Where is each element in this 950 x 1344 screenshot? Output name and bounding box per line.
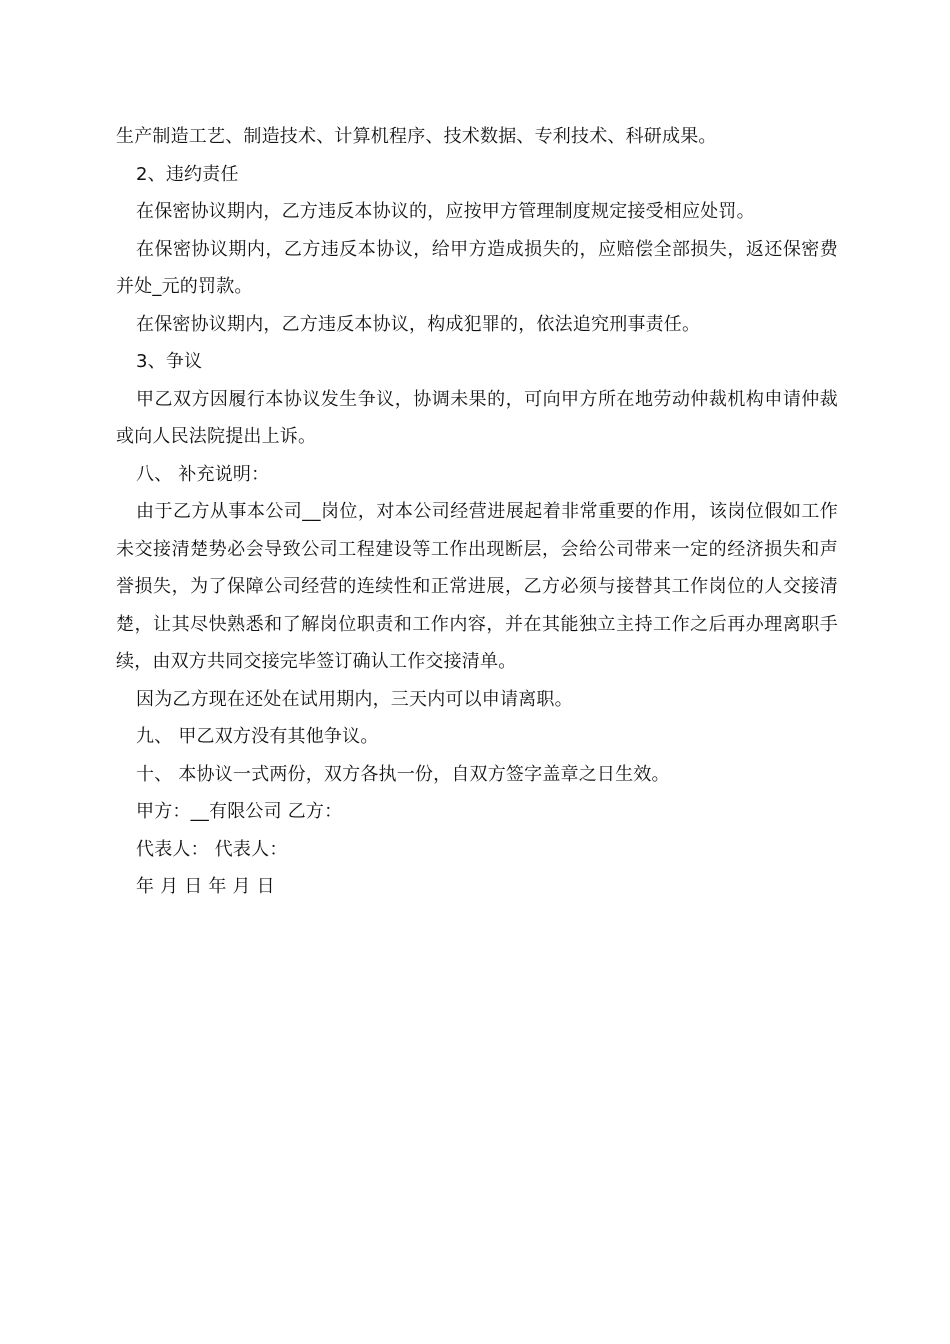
paragraph-breach-criminal: 在保密协议期内，乙方违反本协议，构成犯罪的，依法追究刑事责任。 xyxy=(136,313,701,335)
paragraph-scope-continuation: 生产制造工艺、制造技术、计算机程序、技术数据、专利技术、科研成果。 xyxy=(116,126,717,147)
clause-nine: 九、 甲乙双方没有其他争议。 xyxy=(136,726,379,747)
signature-parties: 甲方：__有限公司 乙方： xyxy=(136,801,343,822)
paragraph-dispute: 甲乙双方因履行本协议发生争议，协调未果的，可向甲方所在地劳动仲裁机构申请仲裁或向人民法院提出上诉。 xyxy=(116,388,838,447)
paragraph-handover: 由于乙方从事本公司__岗位，对本公司经营进展起着非常重要的作用，该岗位假如工作未交接清楚势必会导致公司工程建设等工作出现断层，会给公司带来一定的经济损失和声誉损失，为了保障公司经营的连续性和正常进展，乙方必须与接替其工作岗位的人交接清楚，让其尽快熟悉和了解岗位职责和工作内容，并在其能独立主持工作之后再办理离职手续，由双方共同交接完毕签订确认工作交接清单。 xyxy=(116,501,838,672)
paragraph-breach-penalty: 在保密协议期内，乙方违反本协议的，应按甲方管理制度规定接受相应处罚。 xyxy=(136,201,755,222)
heading-breach-liability: 2、违约责任 xyxy=(136,163,239,185)
heading-supplementary: 八、 补充说明： xyxy=(136,463,270,485)
signature-dates: 年 月 日 年 月 日 xyxy=(136,876,275,897)
signature-representatives: 代表人： 代表人： xyxy=(136,838,288,860)
paragraph-probation: 因为乙方现在还处在试用期内，三天内可以申请离职。 xyxy=(136,688,573,710)
clause-ten: 十、 本协议一式两份，双方各执一份，自双方签字盖章之日生效。 xyxy=(136,763,670,785)
heading-dispute: 3、争议 xyxy=(136,351,203,372)
document-body xyxy=(116,118,838,906)
paragraph-breach-compensation: 在保密协议期内，乙方违反本协议，给甲方造成损失的，应赔偿全部损失，返还保密费并处_元的罚款。 xyxy=(116,238,838,297)
